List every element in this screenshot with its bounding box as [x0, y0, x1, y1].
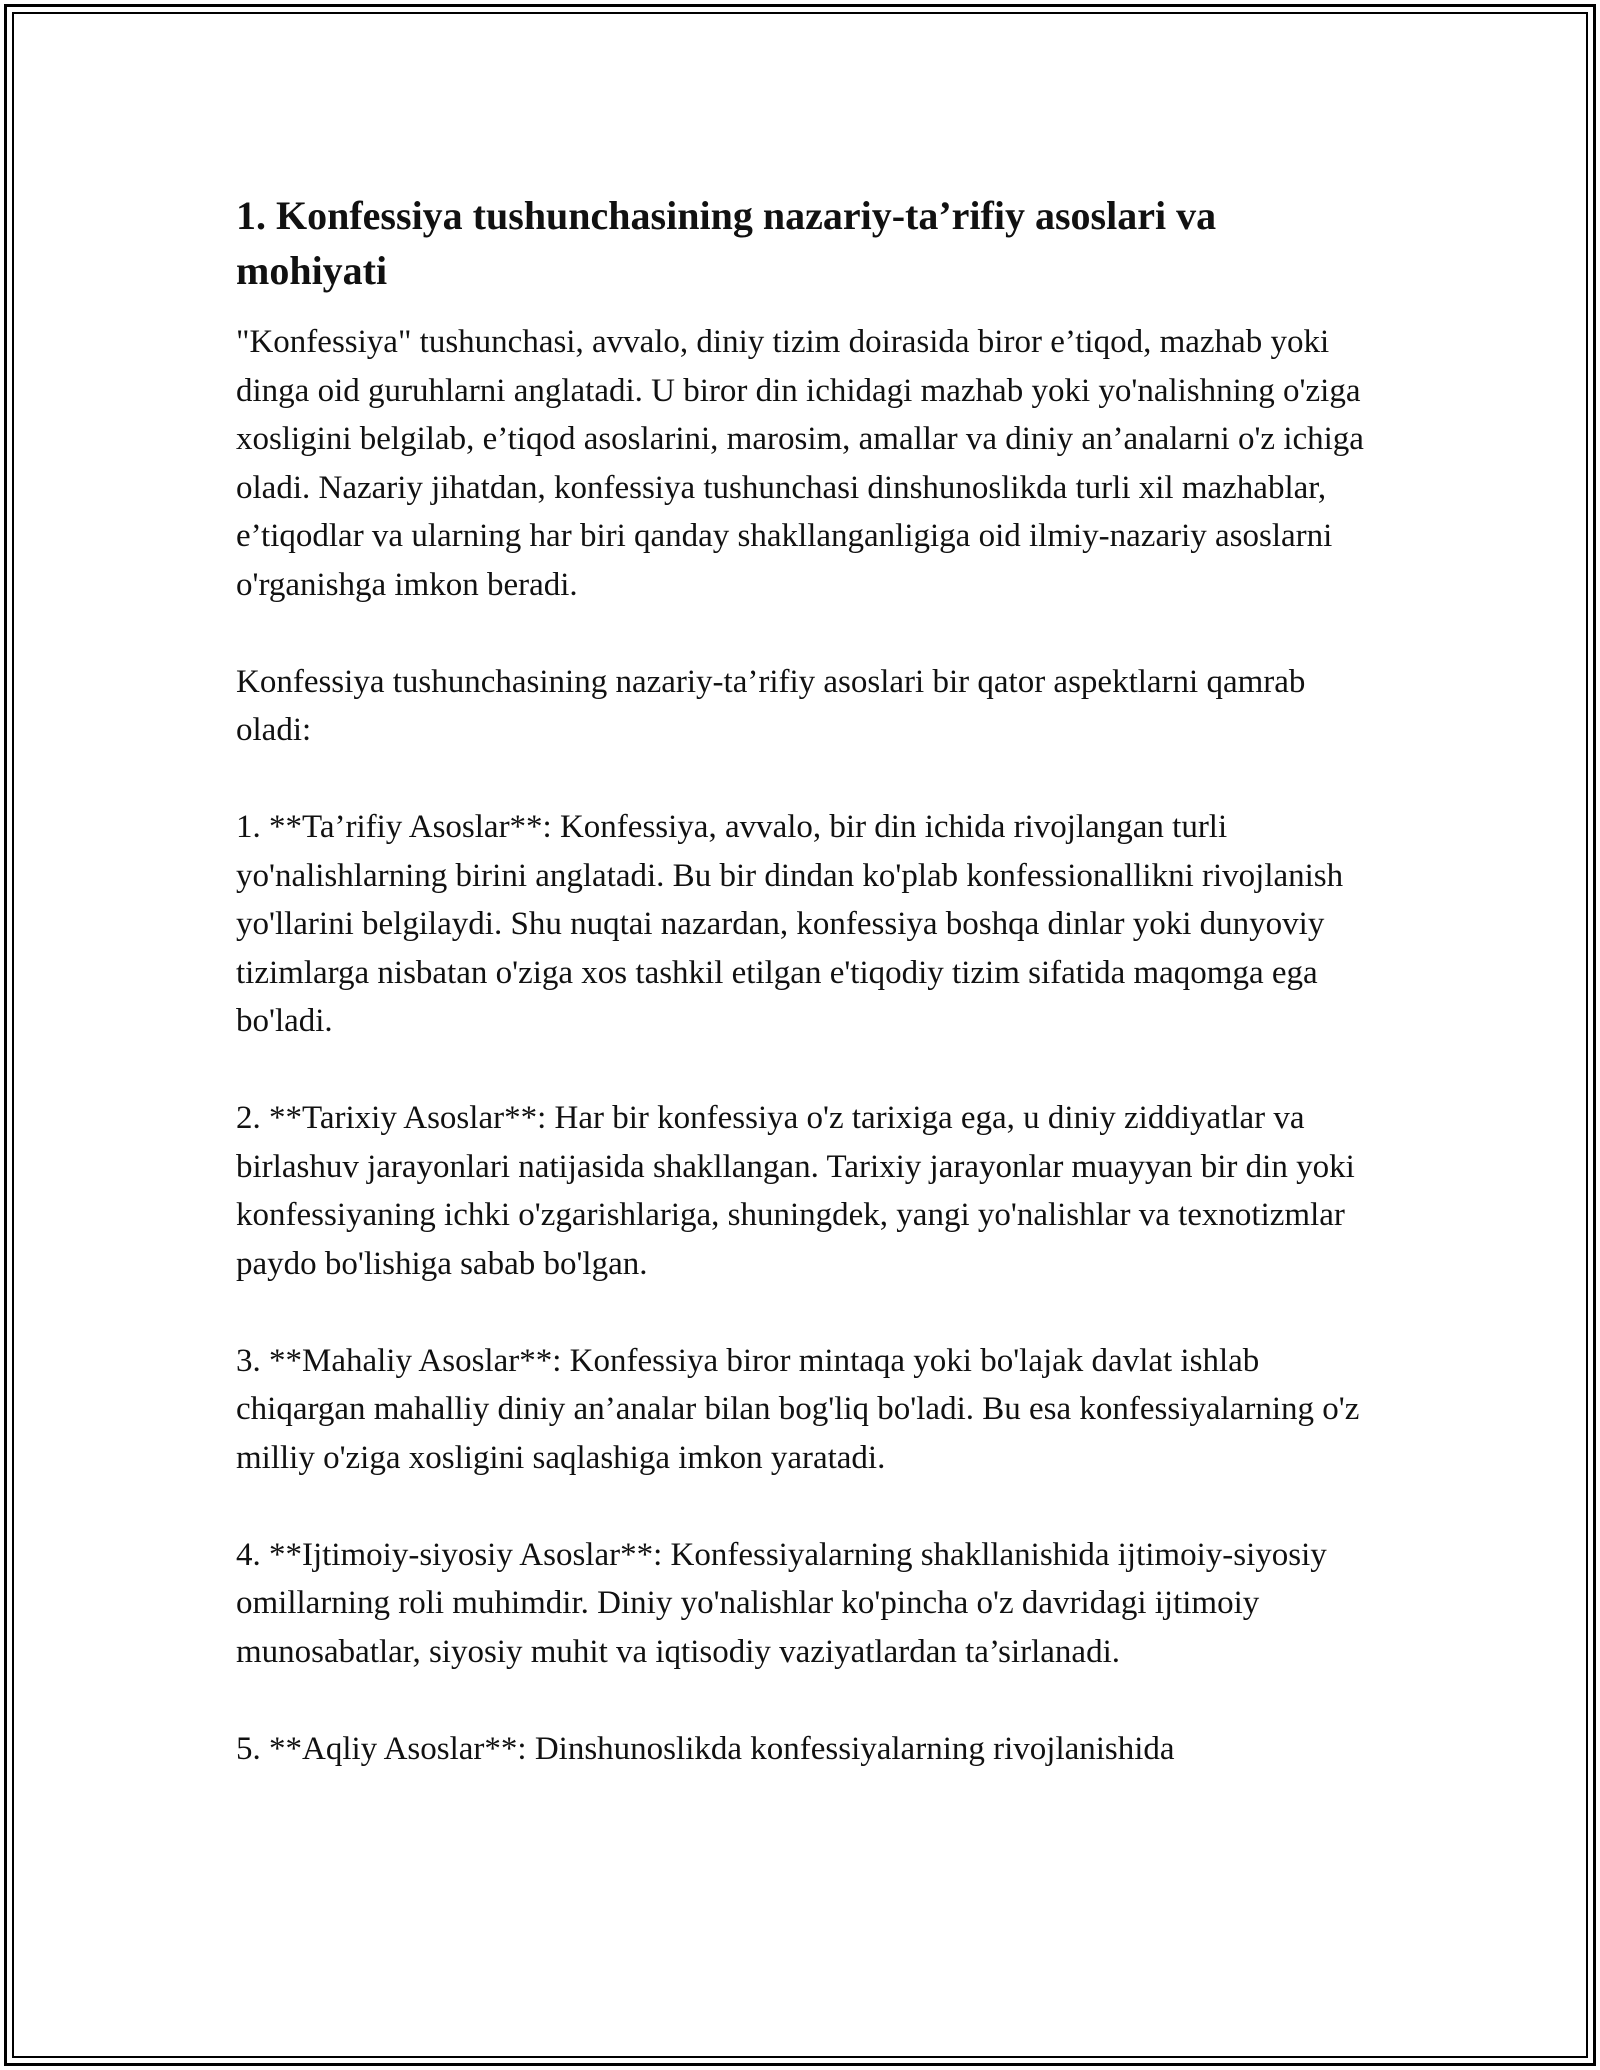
list-item-tarixiy: 2. **Tarixiy Asoslar**: Har bir konfessiya o'z tarixiga ega, u diniy ziddiyatlar va birlashuv jarayonlari natijasida shakllangan. Tarixiy jarayonlar muayyan bir din yoki konfessiyaning ichki o'zgarishlariga, shuningdek, yangi yo'nalishlar va texnotizmlar paydo bo'lishiga sabab bo'lgan.: [236, 1100, 1355, 1282]
list-item-tarifiy: 1. **Ta’rifiy Asoslar**: Konfessiya, avvalo, bir din ichida rivojlangan turli yo'nalishlarning birini anglatadi. Bu bir dindan ko'plab konfessionallikni rivojlanish yo'llarini belgilaydi. Shu nuqtai nazardan, konfessiya boshqa dinlar yoki dunyoviy tizimlarga nisbatan o'ziga xos tashkil etilgan e'tiqodiy tizim sifatida maqomga ega bo'ladi.: [236, 809, 1344, 1039]
section-heading: 1. Konfessiya tushunchasining nazariy-ta’rifiy asoslari va mohiyati: [236, 193, 1217, 293]
list-item-aqliy: 5. **Aqliy Asoslar**: Dinshunoslikda konfessiyalarning rivojlanishida: [236, 1730, 1175, 1767]
document-body: [236, 188, 1366, 1822]
list-item-ijtimoiy-siyosiy: 4. **Ijtimoiy-siyosiy Asoslar**: Konfessiyalarning shakllanishida ijtimoiy-siyosiy omillarning roli muhimdir. Diniy yo'nalishlar ko'pincha o'z davridagi ijtimoiy munosabatlar, siyosiy muhit va iqtisodiy vaziyatlardan ta’sirlanadi.: [236, 1536, 1327, 1670]
paragraph-definition: "Konfessiya" tushunchasi, avvalo, diniy tizim doirasida biror e’tiqod, mazhab yoki dinga oid guruhlarni anglatadi. U biror din ichidagi mazhab yoki yo'nalishning o'ziga xosligini belgilab, e’tiqod asoslarini, marosim, amallar va diniy an’analarni o'z ichiga oladi. Nazariy jihatdan, konfessiya tushunchasi dinshunoslikda turli xil mazhablar, e’tiqodlar va ularning har biri qanday shakllanganligiga oid ilmiy-nazariy asoslarni o'rganishga imkon beradi.: [236, 324, 1364, 603]
list-item-mahaliy: 3. **Mahaliy Asoslar**: Konfessiya biror mintaqa yoki bo'lajak davlat ishlab chiqargan mahalliy diniy an’analar bilan bog'liq bo'ladi. Bu esa konfessiyalarning o'z milliy o'ziga xosligini saqlashiga imkon yaratadi.: [236, 1342, 1360, 1476]
paragraph-intro-aspects: Konfessiya tushunchasining nazariy-ta’rifiy asoslari bir qator aspektlarni qamrab oladi:: [236, 663, 1306, 748]
